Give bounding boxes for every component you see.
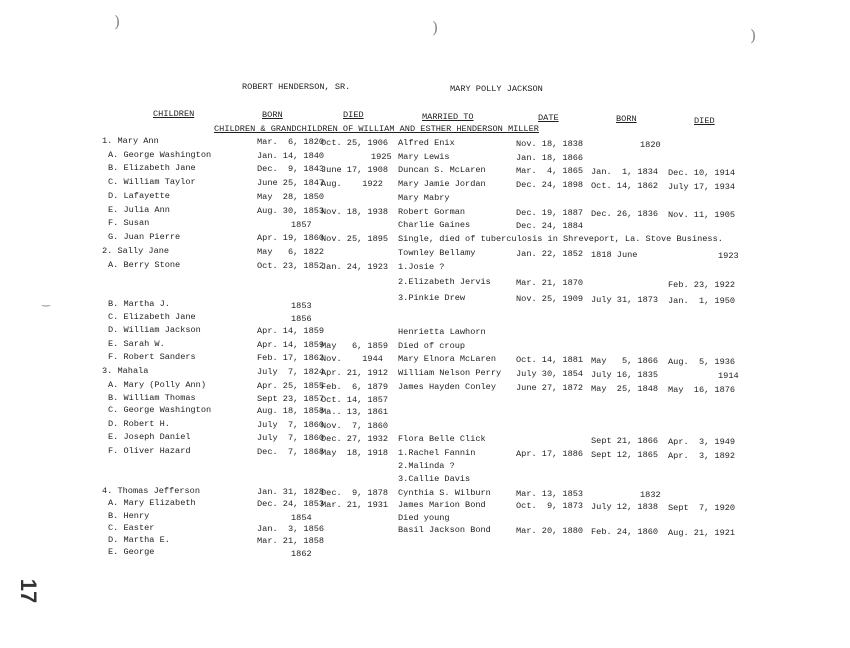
- row-sdied: Feb. 23, 1922: [668, 279, 736, 290]
- row-date: Jan. 18, 1866: [516, 153, 584, 164]
- row-spouse: Mary Mabry: [398, 193, 450, 204]
- row-sdied: May 16, 1876: [668, 384, 736, 395]
- row-sborn: Dec. 26, 1836: [591, 208, 659, 219]
- col-died: DIED: [343, 110, 364, 120]
- row-born: Aug. 30, 1853: [257, 206, 325, 217]
- row-died: Oct. 14, 1857: [321, 394, 389, 405]
- row-spouse: William Nelson Perry: [398, 368, 502, 379]
- row-spouse: 1.Rachel Fannin: [398, 448, 476, 459]
- row-date: Nov. 25, 1909: [516, 294, 584, 305]
- row-died: Jan. 24, 1923: [321, 261, 389, 272]
- row-spouse: Mary Jamie Jordan: [398, 179, 486, 190]
- row-name: A. George Washington: [108, 150, 212, 161]
- row-sborn: July 31, 1873: [591, 294, 659, 305]
- row-name: D. Lafayette: [108, 191, 170, 202]
- row-died: Dec. 9, 1878: [321, 487, 389, 498]
- row-died: 1925: [371, 152, 392, 163]
- row-sborn: Sept 21, 1866: [591, 435, 659, 446]
- row-date: Apr. 17, 1886: [516, 449, 584, 460]
- row-date: Mar. 20, 1880: [516, 526, 584, 537]
- row-sborn: May 5, 1866: [591, 355, 659, 366]
- row-spouse: Robert Gorman: [398, 207, 466, 218]
- row-name: 1. Mary Ann: [102, 136, 159, 146]
- row-spouse: 2.Elizabeth Jervis: [398, 277, 491, 288]
- row-born: Apr. 14, 1859: [257, 326, 325, 337]
- row-name: D. Martha E.: [108, 535, 170, 546]
- row-spouse: Charlie Gaines: [398, 220, 471, 231]
- row-name: G. Juan Pierre: [108, 232, 181, 243]
- row-died: May 6, 1859: [321, 340, 389, 351]
- row-died: June 17, 1908: [321, 164, 389, 175]
- col-spouse-died: DIED: [694, 116, 715, 126]
- row-date: Mar. 4, 1865: [516, 166, 584, 177]
- row-spouse: Died young: [398, 513, 450, 524]
- row-born: Apr. 25, 1855: [257, 381, 325, 392]
- row-name: D. William Jackson: [108, 325, 201, 336]
- row-born: July 7, 1860: [257, 433, 325, 444]
- row-died: Dec. 27, 1932: [321, 433, 389, 444]
- row-born: Dec. 9, 1843: [257, 164, 325, 175]
- row-born: 1856: [291, 313, 312, 324]
- table-subtitle: CHILDREN & GRANDCHILDREN OF WILLIAM AND ESTHER HENDERSON MILLER: [214, 124, 539, 134]
- row-spouse: Duncan S. McLaren: [398, 165, 486, 176]
- row-name: A. Berry Stone: [108, 260, 181, 271]
- row-died: Oct. 25, 1906: [321, 137, 389, 148]
- row-date: Dec. 24, 1898: [516, 180, 584, 191]
- row-died: May 18, 1918: [321, 447, 389, 458]
- row-name: C. George Washington: [108, 405, 212, 416]
- row-born: Sept 23, 1857: [257, 394, 325, 405]
- row-spouse: Townley Bellamy: [398, 248, 476, 259]
- row-date: Dec. 19, 1887: [516, 208, 584, 219]
- row-died: Feb. 6, 1879: [321, 381, 389, 392]
- row-spouse: Alfred Enix: [398, 138, 455, 149]
- row-born: May 28, 1850: [257, 192, 325, 203]
- row-name: B. Elizabeth Jane: [108, 163, 196, 174]
- row-sborn: 1832: [640, 490, 661, 501]
- margin-mark: ): [432, 18, 439, 37]
- row-born: Jan. 3, 1856: [257, 524, 325, 535]
- row-name: C. Elizabeth Jane: [108, 312, 196, 323]
- row-spouse: James Marion Bond: [398, 500, 486, 511]
- row-sborn: July 16, 1835: [591, 369, 659, 380]
- row-spouse: Flora Belle Click: [398, 434, 486, 445]
- row-name: B. William Thomas: [108, 393, 196, 404]
- row-name: C. William Taylor: [108, 177, 196, 188]
- row-sdied: 1923: [718, 250, 739, 261]
- row-sborn: Jan. 1, 1834: [591, 166, 659, 177]
- row-spouse: 3.Callie Davis: [398, 474, 471, 485]
- row-born: Oct. 23, 1852: [257, 261, 325, 272]
- row-born: July 7, 1860: [257, 420, 325, 431]
- row-sborn: 1820: [640, 140, 661, 151]
- row-spouse: 2.Malinda ?: [398, 461, 455, 472]
- row-name: 2. Sally Jane: [102, 246, 170, 256]
- margin-mark: ): [750, 26, 757, 45]
- row-name: E. George: [108, 547, 155, 558]
- row-sdied: Aug. 21, 1921: [668, 527, 736, 538]
- col-born: BORN: [262, 110, 283, 120]
- row-sdied: Apr. 3, 1949: [668, 436, 736, 447]
- row-sdied: Nov. 11, 1905: [668, 209, 736, 220]
- row-born: Apr. 14, 1859: [257, 340, 325, 351]
- row-name: B. Martha J.: [108, 299, 170, 310]
- row-name: 4. Thomas Jefferson: [102, 486, 200, 496]
- row-sborn: Feb. 24, 1860: [591, 526, 659, 537]
- col-spouse-born: BORN: [616, 114, 637, 124]
- row-spouse: Mary Elnora McLaren: [398, 354, 496, 365]
- row-born: Jan. 14, 1840: [257, 151, 325, 162]
- row-born: July 7, 1824: [257, 367, 325, 378]
- row-born: May 6, 1822: [257, 247, 325, 258]
- row-died: Nov. 25, 1895: [321, 233, 389, 244]
- row-sdied: Dec. 10, 1914: [668, 167, 736, 178]
- row-sdied: Aug. 5, 1936: [668, 356, 736, 367]
- row-born: 1854: [291, 512, 312, 523]
- row-date: Mar. 13, 1853: [516, 489, 584, 500]
- row-died: Mar. 21, 1931: [321, 499, 389, 510]
- row-born: 1857: [291, 219, 312, 230]
- row-spouse: James Hayden Conley: [398, 382, 496, 393]
- col-married-to: MARRIED TO: [422, 112, 474, 122]
- row-date: Oct. 9, 1873: [516, 501, 584, 512]
- row-date: Oct. 14, 1881: [516, 355, 584, 366]
- row-date: Mar. 21, 1870: [516, 278, 584, 289]
- row-sborn: Sept 12, 1865: [591, 449, 659, 460]
- row-spouse: Basil Jackson Bond: [398, 525, 491, 536]
- row-born: Dec. 24, 1853: [257, 499, 325, 510]
- row-spouse: 1.Josie ?: [398, 262, 445, 273]
- row-died: Nov. 7, 1860: [321, 420, 389, 431]
- row-name: A. Mary Elizabeth: [108, 498, 196, 509]
- row-name: E. Julia Ann: [108, 205, 170, 216]
- row-date: June 27, 1872: [516, 383, 584, 394]
- row-date: Dec. 24, 1884: [516, 221, 584, 232]
- page-number: 17: [16, 578, 42, 604]
- row-born: Dec. 7, 1868: [257, 447, 325, 458]
- row-died: Aug. 1922: [321, 178, 383, 189]
- row-born: 1862: [291, 548, 312, 559]
- row-name: F. Susan: [108, 218, 150, 229]
- row-died: Apr. 21, 1912: [321, 367, 389, 378]
- row-born: Feb. 17, 1862: [257, 353, 325, 364]
- row-date: July 30, 1854: [516, 369, 584, 380]
- margin-mark: ): [114, 12, 121, 31]
- row-died: Nov. 18, 1938: [321, 206, 389, 217]
- row-born: Apr. 19, 1860: [257, 233, 325, 244]
- mother-name: MARY POLLY JACKSON: [450, 84, 543, 94]
- row-sdied: 1914: [718, 370, 739, 381]
- row-spouse: 3.Pinkie Drew: [398, 293, 466, 304]
- row-spouse: Mary Lewis: [398, 152, 450, 163]
- row-sborn: 1818 June: [591, 249, 638, 260]
- row-sborn: Oct. 14, 1862: [591, 180, 659, 191]
- row-died: Ma.. 13, 1861: [321, 406, 389, 417]
- row-name: E. Sarah W.: [108, 339, 165, 350]
- row-born: 1853: [291, 300, 312, 311]
- margin-mark: ‿: [42, 296, 51, 307]
- row-sborn: July 12, 1838: [591, 501, 659, 512]
- row-name: 3. Mahala: [102, 366, 149, 376]
- row-name: E. Joseph Daniel: [108, 432, 191, 443]
- row-name: F. Oliver Hazard: [108, 446, 191, 457]
- row-name: C. Easter: [108, 523, 155, 534]
- row-sdied: July 17, 1934: [668, 181, 736, 192]
- row-born: Mar. 21, 1858: [257, 536, 325, 547]
- row-name: A. Mary (Polly Ann): [108, 380, 206, 391]
- row-sborn: May 25, 1848: [591, 383, 659, 394]
- row-spouse: Henrietta Lawhorn: [398, 327, 486, 338]
- row-name: F. Robert Sanders: [108, 352, 196, 363]
- row-name: B. Henry: [108, 511, 150, 522]
- row-spouse: Cynthia S. Wilburn: [398, 488, 491, 499]
- row-spouse: Single, died of tuberculosis in Shreveport, La. Stove Business.: [398, 234, 723, 245]
- row-sdied: Apr. 3, 1892: [668, 450, 736, 461]
- row-born: Aug. 18, 1858: [257, 406, 325, 417]
- row-date: Nov. 18, 1838: [516, 139, 584, 150]
- col-children: CHILDREN: [153, 109, 195, 119]
- row-sdied: Jan. 1, 1950: [668, 295, 736, 306]
- father-name: ROBERT HENDERSON, SR.: [242, 82, 351, 92]
- row-born: Jan. 31, 1828: [257, 487, 325, 498]
- col-date: DATE: [538, 113, 559, 123]
- row-died: Nov. 1944: [321, 353, 383, 364]
- row-born: June 25, 1847: [257, 178, 325, 189]
- row-spouse: Died of croup: [398, 341, 466, 352]
- row-date: Jan. 22, 1852: [516, 249, 584, 260]
- row-name: D. Robert H.: [108, 419, 170, 430]
- row-sdied: Sept 7, 1920: [668, 502, 736, 513]
- row-born: Mar. 6, 1820: [257, 137, 325, 148]
